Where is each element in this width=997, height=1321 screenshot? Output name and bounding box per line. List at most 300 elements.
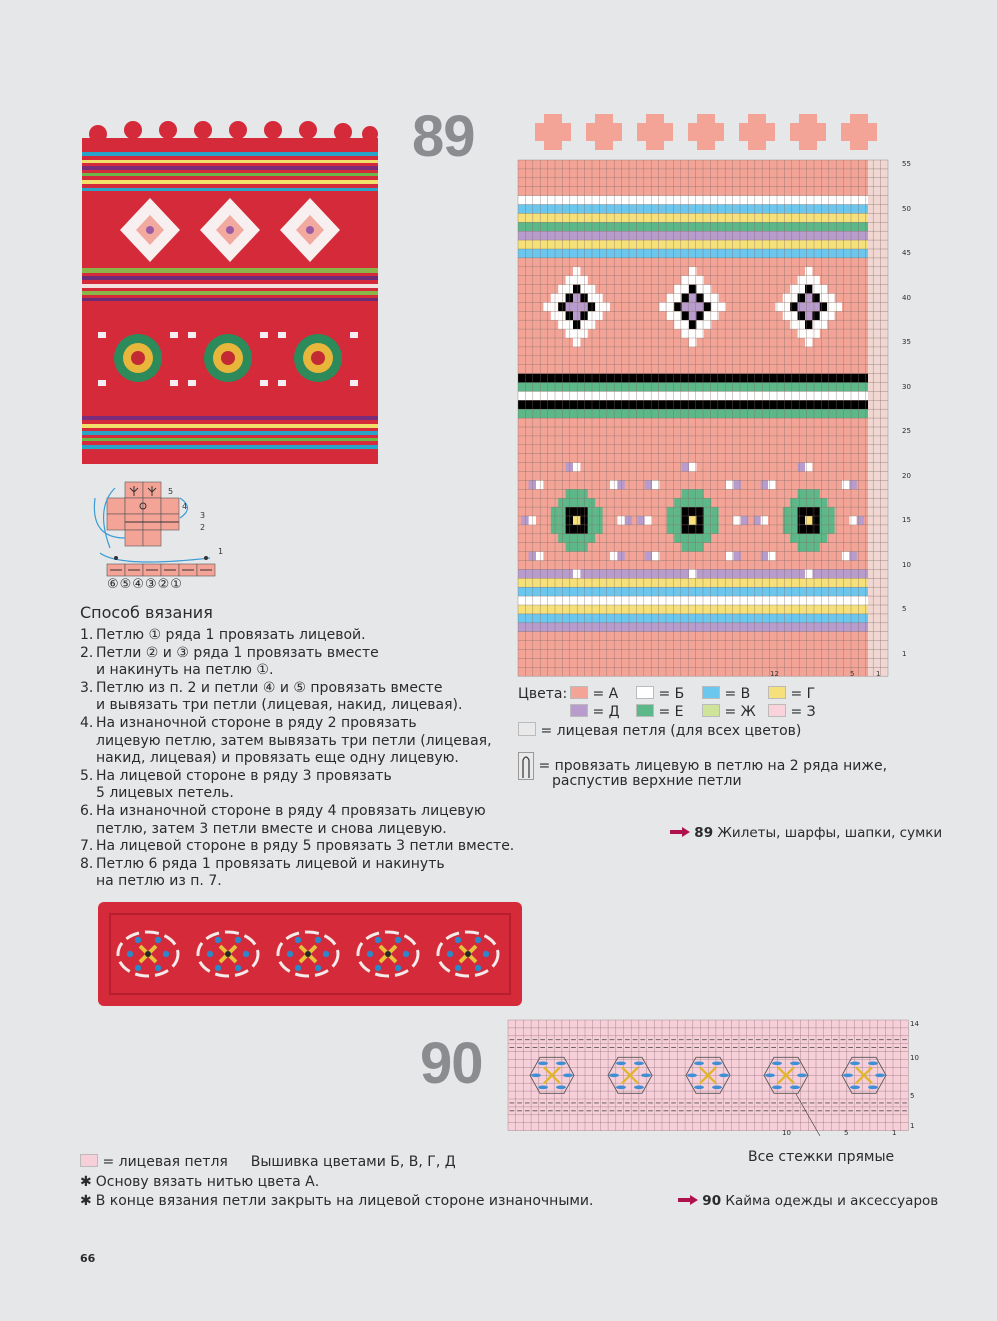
usage-90-text: Кайма одежды и аксессуаров: [725, 1193, 939, 1209]
chart-89-flower-cell: [588, 534, 595, 543]
chart-89-bobble-cell: [799, 114, 808, 123]
chart-89-flower-cell: [674, 525, 681, 534]
method-title: Способ вязания: [80, 603, 213, 622]
chart-90-blue-stitch: [765, 1074, 775, 1078]
chart-89-diamond-cell: [566, 294, 573, 303]
chart-89-flower-cell: [783, 525, 790, 534]
chart-89-bobble-cell: [586, 132, 595, 141]
chart-89-flower-cell: [588, 498, 595, 507]
chart-89-flower-cell: [566, 525, 573, 534]
chart-89-petal-cell: [652, 552, 659, 561]
method-step-number: 7.: [80, 838, 94, 855]
method-step-text: Петлю 6 ряда 1 провязать лицевой и накинуть на петлю из п. 7.: [96, 855, 445, 890]
drop-stitch-icon: [518, 752, 534, 780]
chart-89-diamond-cell: [798, 329, 805, 338]
band-motif-blue: [475, 937, 481, 943]
chart-89-bobble-cell: [790, 123, 799, 132]
chart-89-diamond-cell: [580, 294, 587, 303]
chart-89-flower-cell: [805, 498, 812, 507]
diagram-arrow-1: 1: [218, 547, 224, 556]
chart-89-bobble-cell: [799, 141, 808, 150]
chart-89-bobble-cell: [748, 123, 757, 132]
chart-89-flower-cell: [798, 543, 805, 552]
chart-89-petal-cell: [645, 480, 652, 489]
chart-89-row-label: 20: [902, 471, 911, 480]
color-item: [636, 686, 684, 702]
band-motif-blue: [243, 951, 249, 957]
legend-knit-90-text: = лицевая петля: [102, 1154, 228, 1170]
chart-89-bobble-cell: [748, 114, 757, 123]
chart-89-diamond-cell: [689, 302, 696, 311]
chart-89-bobble-cell: [664, 123, 673, 132]
chart-89-petal-cell: [529, 516, 536, 525]
chart-89-flower-cell: [588, 516, 595, 525]
method-step-text: На изнаночной стороне в ряду 2 провязать лицевую петлю, затем вывязать три петли (лицевая, накид, лицевая) и провязать еще одну лицевую.: [96, 714, 492, 767]
color-swatch: [636, 704, 654, 717]
diagram-arrow-5: 5: [168, 487, 174, 496]
chart-90-blue-stitch: [538, 1086, 548, 1090]
chart-89-row-label: 50: [902, 204, 911, 213]
method-step: [80, 627, 520, 645]
chart-89-flower-cell: [551, 507, 558, 516]
chart-90-blue-stitch: [790, 1062, 800, 1066]
band-motif-blue: [375, 965, 381, 971]
chart-90-blue-stitch: [563, 1074, 573, 1078]
chart-89-flower-cell: [689, 489, 696, 498]
chart-89-bobble-cell: [808, 114, 817, 123]
chart-89-flower-cell: [805, 507, 812, 516]
chart-89-flower-cell: [566, 498, 573, 507]
colors-label: Цвета:: [518, 686, 568, 702]
color-swatch: [570, 686, 588, 699]
chart-89-diamond-cell: [674, 294, 681, 303]
usage-90: [678, 1193, 938, 1211]
color-label: = З: [786, 704, 816, 720]
chart-89-flower-cell: [580, 507, 587, 516]
chart-89-bobble-cell: [637, 123, 646, 132]
chart-89-petal-cell: [798, 569, 805, 578]
chart-89-bobble-cell: [799, 123, 808, 132]
diagram-arrow-3: 3: [200, 511, 206, 520]
chart-90-blue-stitch: [694, 1062, 704, 1066]
chart-89-diamond-cell: [805, 311, 812, 320]
chart-89-petal-cell: [805, 569, 812, 578]
chart-89-bobble-cell: [553, 132, 562, 141]
chart-89-flower-cell: [820, 525, 827, 534]
chart-89-diamond-cell: [566, 276, 573, 285]
chart-89-diamond-cell: [689, 338, 696, 347]
chart-90-blue-stitch: [868, 1062, 878, 1066]
chart-89-flower-cell: [588, 525, 595, 534]
chart-89-petal-cell: [625, 516, 632, 525]
chart-89-petal-cell: [726, 480, 733, 489]
chart-89-bobble-cell: [688, 123, 697, 132]
chart-89-diamond-cell: [580, 311, 587, 320]
chart-89-diamond-cell: [790, 320, 797, 329]
chart-89-petal-cell: [726, 552, 733, 561]
chart-89-diamond-cell: [580, 320, 587, 329]
chart-89-bobble-cell: [790, 132, 799, 141]
chart-89-flower-cell: [812, 507, 819, 516]
chart-89-diamond-cell: [667, 302, 674, 311]
chart-89-bobble-cell: [739, 123, 748, 132]
page-number: 66: [80, 1252, 96, 1265]
chart-89-bobble-cell: [604, 141, 613, 150]
chart-89-bobble-cell: [697, 132, 706, 141]
chart-89-bobble-cell: [604, 123, 613, 132]
chart-89-bobble-cell: [841, 123, 850, 132]
chart-89-petal-cell: [536, 480, 543, 489]
method-step: [80, 803, 520, 838]
chart-89-flower-cell: [812, 525, 819, 534]
method-step: [80, 856, 520, 891]
chart-89-flower-cell: [711, 525, 718, 534]
chart-89-bobble-cell: [604, 114, 613, 123]
chart-90-blue-stitch: [641, 1074, 651, 1078]
chart-89-flower-cell: [595, 507, 602, 516]
chart-89-flower-cell: [805, 489, 812, 498]
chart-89-diamond-cell: [812, 285, 819, 294]
method-step-text: Петлю ① ряда 1 провязать лицевой.: [96, 627, 366, 643]
color-label: = В: [720, 686, 751, 702]
all-stitches-note: Все стежки прямые: [748, 1149, 895, 1165]
chart-89-flower-cell: [696, 507, 703, 516]
chart-89-bobble-cell: [868, 132, 877, 141]
bullet-icon: ✱: [80, 1193, 92, 1209]
band-motif-center: [465, 951, 471, 957]
chart-89-petal-cell: [741, 516, 748, 525]
chart-89-diamond-cell: [588, 320, 595, 329]
chart-89-stripe: [518, 614, 868, 623]
method-step-number: 3.: [80, 679, 94, 696]
chart-89-flower-cell: [689, 543, 696, 552]
chart-89-row-label: 55: [902, 160, 911, 168]
chart-89-flower-cell: [783, 516, 790, 525]
method-step-number: 2.: [80, 644, 94, 661]
chart-89-bobble-cell: [553, 123, 562, 132]
chart-89-bobble-cell: [850, 114, 859, 123]
chart-89-diamond-cell: [805, 338, 812, 347]
band-motif-blue: [455, 965, 461, 971]
note-90-2-text: В конце вязания петли закрыть на лицевой стороне изнаночными.: [95, 1193, 594, 1209]
chart-89-bobble-cell: [859, 123, 868, 132]
chart-89-flower-cell: [682, 498, 689, 507]
chart-89-flower-cell: [696, 498, 703, 507]
chart-89-row-label: 25: [902, 427, 911, 435]
chart-89-diamond-cell: [689, 285, 696, 294]
chart-89-stripe: [518, 400, 868, 409]
band-motif-blue: [135, 937, 141, 943]
chart-89-diamond-cell: [551, 311, 558, 320]
chart-89-bobble-cell: [715, 132, 724, 141]
chart-89-flower-cell: [812, 543, 819, 552]
chart-89-bobble-cell: [757, 141, 766, 150]
chart-89-diamond-cell: [704, 294, 711, 303]
chart-89-bobble-cell: [637, 132, 646, 141]
chart-89-diamond-cell: [812, 302, 819, 311]
chart-90-row-10: 10: [910, 1054, 919, 1062]
chart-89-diamond-cell: [659, 302, 666, 311]
chart-90-blue-stitch: [531, 1074, 541, 1078]
chart-90-blue-stitch: [850, 1086, 860, 1090]
chart-89-diamond-cell: [674, 320, 681, 329]
chart-89-flower-cell: [704, 498, 711, 507]
color-item: [570, 686, 618, 702]
chart-89-flower-cell: [783, 507, 790, 516]
chart-89-bobble-cell: [586, 123, 595, 132]
chart-89-bobble-cell: [859, 114, 868, 123]
chart-89-petal-cell: [610, 480, 617, 489]
chart-89-diamond-cell: [805, 294, 812, 303]
chart-89-diamond-cell: [696, 329, 703, 338]
chart-89-bobble-cell: [850, 132, 859, 141]
chart-89-petal-cell: [617, 516, 624, 525]
color-swatch: [702, 704, 720, 717]
chart-89-row-labels: [902, 160, 916, 680]
chart-89-bobble-cell: [850, 141, 859, 150]
chart-89-diamond-cell: [573, 329, 580, 338]
chart-89-flower-cell: [667, 516, 674, 525]
chart-89-flower-cell: [689, 534, 696, 543]
chart-89-diamond-cell: [588, 311, 595, 320]
chart-90-blue-stitch: [850, 1062, 860, 1066]
chart-89-petal-cell: [652, 480, 659, 489]
chart-90-row-14: 14: [910, 1020, 919, 1028]
chart-90-col-10: 10: [782, 1129, 791, 1137]
chart-89-bobble-cell: [808, 141, 817, 150]
band-motif-blue: [375, 937, 381, 943]
chart-89-petal-cell: [753, 516, 760, 525]
chart-89-petal-cell: [637, 516, 644, 525]
legend-drop-89-line2: распустив верхние петли: [552, 773, 742, 789]
chart-89-diamond-cell: [798, 285, 805, 294]
chart-89-flower-cell: [696, 525, 703, 534]
chart-89-flower-cell: [682, 525, 689, 534]
band-motif-blue: [235, 937, 241, 943]
chart-89-row-label: 45: [902, 249, 911, 257]
chart-89-bobble-cell: [715, 123, 724, 132]
color-item: [702, 686, 750, 702]
chart-89-flower-cell: [558, 516, 565, 525]
chart-89-diamond-cell: [674, 285, 681, 294]
chart-89-diamond-cell: [689, 320, 696, 329]
chart-89-flower-cell: [689, 498, 696, 507]
band-motif-blue: [295, 965, 301, 971]
chart-89-flower-cell: [798, 498, 805, 507]
chart-89-flower-cell: [682, 534, 689, 543]
chart-89-flower-cell: [696, 543, 703, 552]
chart-89-bobble-cell: [817, 123, 826, 132]
color-swatch-list: [570, 686, 910, 722]
band-motif-blue: [295, 937, 301, 943]
chart-89-diamond-cell: [696, 302, 703, 311]
chart-89-flower-cell: [580, 516, 587, 525]
chart-89-stripe: [518, 374, 868, 383]
chart-89-diamond-cell: [573, 276, 580, 285]
knit-stitch-swatch: [518, 722, 536, 736]
chart-89-stripe: [518, 605, 868, 614]
chart-89-diamond-cell: [835, 302, 842, 311]
chart-89-bobble-cell: [553, 141, 562, 150]
chart-89-bobble-cell: [757, 123, 766, 132]
color-item: [636, 704, 683, 720]
band-motif-blue: [323, 951, 329, 957]
chart-89-bobble-cell: [757, 132, 766, 141]
chart-89-flower-cell: [790, 534, 797, 543]
chart-89-petal-cell: [733, 480, 740, 489]
chart-89-diamond-cell: [595, 311, 602, 320]
bobble-diagram: [80, 478, 230, 596]
chart-89-flower-cell: [667, 507, 674, 516]
chart-89-flower-cell: [689, 525, 696, 534]
chart-89-flower-cell: [558, 507, 565, 516]
usage-89-text: Жилеты, шарфы, шапки, сумки: [717, 825, 943, 841]
chart-89-diamond-cell: [820, 294, 827, 303]
chart-89-flower-cell: [551, 516, 558, 525]
chart-89-petal-cell: [768, 480, 775, 489]
chart-89-flower-cell: [566, 507, 573, 516]
chart-89-bobble-cell: [706, 114, 715, 123]
band-motif-center: [305, 951, 311, 957]
chart-89-diamond-cell: [573, 302, 580, 311]
chart-89-flower-cell: [798, 534, 805, 543]
chart-89-petal-cell: [529, 552, 536, 561]
chart-89-flower-cell: [674, 498, 681, 507]
chart-89-flower-cell: [573, 516, 580, 525]
chart-89-diamond-cell: [595, 302, 602, 311]
color-label: = Е: [654, 704, 684, 720]
chart-89-flower-cell: [595, 516, 602, 525]
method-step: [80, 715, 520, 768]
chart-89-flower-cell: [704, 525, 711, 534]
chart-89-diamond-cell: [566, 320, 573, 329]
chart-89-flower-cell: [812, 498, 819, 507]
chart-89-diamond-cell: [805, 329, 812, 338]
chart-89-diamond-cell: [573, 338, 580, 347]
chart-89-flower-cell: [696, 489, 703, 498]
chart-89-diamond-cell: [798, 302, 805, 311]
chart-89-petal-cell: [849, 480, 856, 489]
chart-89-diamond-cell: [783, 311, 790, 320]
chart-89-diamond-cell: [682, 285, 689, 294]
chart-89-flower-cell: [820, 498, 827, 507]
chart-89-flower-cell: [689, 516, 696, 525]
chart-89-row-label: 40: [902, 293, 911, 302]
chart-89-diamond-cell: [580, 276, 587, 285]
chart-89-flower-cell: [827, 507, 834, 516]
chart-89-bobble-cell: [697, 114, 706, 123]
chart-89-bobble-cell: [544, 114, 553, 123]
chart-89-petal-cell: [761, 516, 768, 525]
color-item: [570, 704, 620, 720]
chart-89-diamond-cell: [820, 311, 827, 320]
chart-90-blue-stitch: [719, 1074, 729, 1078]
chart-90-blue-stitch: [712, 1086, 722, 1090]
usage-89: [670, 825, 942, 843]
band-motif-blue: [455, 937, 461, 943]
chart-89-petal-cell: [849, 516, 856, 525]
chart-89-flower-cell: [580, 543, 587, 552]
chart-89-diamond-cell: [783, 302, 790, 311]
chart-89-bobble-cell: [706, 123, 715, 132]
chart-89-diamond-cell: [682, 302, 689, 311]
chart-89-diamond-cell: [667, 294, 674, 303]
color-swatch: [702, 686, 720, 699]
chart-89-diamond-cell: [798, 276, 805, 285]
chart-89-petal-cell: [761, 480, 768, 489]
chart-89-flower-cell: [704, 534, 711, 543]
band-motif-blue: [315, 965, 321, 971]
color-item: [702, 704, 756, 720]
chart-89-diamond-cell: [790, 294, 797, 303]
chart-89-flower-cell: [573, 489, 580, 498]
method-step: [80, 838, 520, 856]
chart-89-flower-cell: [704, 507, 711, 516]
chart-89-petal-cell: [798, 463, 805, 472]
chart-90-blue-stitch: [616, 1086, 626, 1090]
chart-90-blue-stitch: [797, 1074, 807, 1078]
chart-89-diamond-cell: [827, 311, 834, 320]
color-label: = Д: [588, 704, 620, 720]
chart-89-petal-cell: [573, 569, 580, 578]
pointing-hand-icon: [678, 1193, 698, 1203]
chart-90-blue-stitch: [556, 1086, 566, 1090]
chart-90-blue-stitch: [868, 1086, 878, 1090]
band-motif-blue: [215, 965, 221, 971]
chart-89-bobble-cell: [553, 114, 562, 123]
method-step-text: На лицевой стороне в ряду 3 провязать 5 лицевых петель.: [96, 767, 392, 802]
chart-89-diamond-cell: [805, 267, 812, 276]
chart-89-diamond-cell: [588, 302, 595, 311]
method-step-text: На лицевой стороне в ряду 5 провязать 3 петли вместе.: [96, 838, 515, 855]
band-motif-blue: [163, 951, 169, 957]
chart-89-petal-cell: [566, 569, 573, 578]
chart-89-flower-cell: [682, 543, 689, 552]
chart-89-diamond-cell: [682, 311, 689, 320]
chart-89-stripe: [518, 383, 868, 392]
chart-89-col-1: 1: [876, 670, 881, 678]
chart-90-row-5: 5: [910, 1092, 915, 1100]
chart-89-bobble-cell: [739, 132, 748, 141]
chart-89-petal-cell: [529, 480, 536, 489]
band-motif-blue: [155, 965, 161, 971]
chart-89-bobble-cell: [613, 132, 622, 141]
chart-89-flower-cell: [682, 516, 689, 525]
chart-89-bobble-cell: [595, 141, 604, 150]
chart-89-petal-cell: [682, 463, 689, 472]
chart-89-petal-cell: [645, 552, 652, 561]
chart-89-bobble-cell: [655, 114, 664, 123]
chart-89-petal-cell: [573, 463, 580, 472]
chart-89-diamond-cell: [704, 285, 711, 294]
chart-89-petal-cell: [617, 480, 624, 489]
chart-89-diamond-cell: [588, 285, 595, 294]
chart-89-diamond-cell: [696, 294, 703, 303]
chart-89-flower-cell: [711, 507, 718, 516]
swatch-89-photo: [78, 120, 382, 468]
band-motif-center: [145, 951, 151, 957]
chart-89-flower-cell: [812, 516, 819, 525]
chart-89-stripe: [518, 240, 868, 249]
chart-89-diamond-cell: [711, 311, 718, 320]
chart-89-bobble-cell: [757, 114, 766, 123]
chart-89-flower-cell: [573, 543, 580, 552]
chart-89-flower-cell: [790, 516, 797, 525]
method-step-number: 6.: [80, 802, 94, 819]
chart-89-bobble-cell: [604, 132, 613, 141]
chart-89-stripe: [518, 409, 868, 418]
chart-89-bobble-cell: [706, 141, 715, 150]
